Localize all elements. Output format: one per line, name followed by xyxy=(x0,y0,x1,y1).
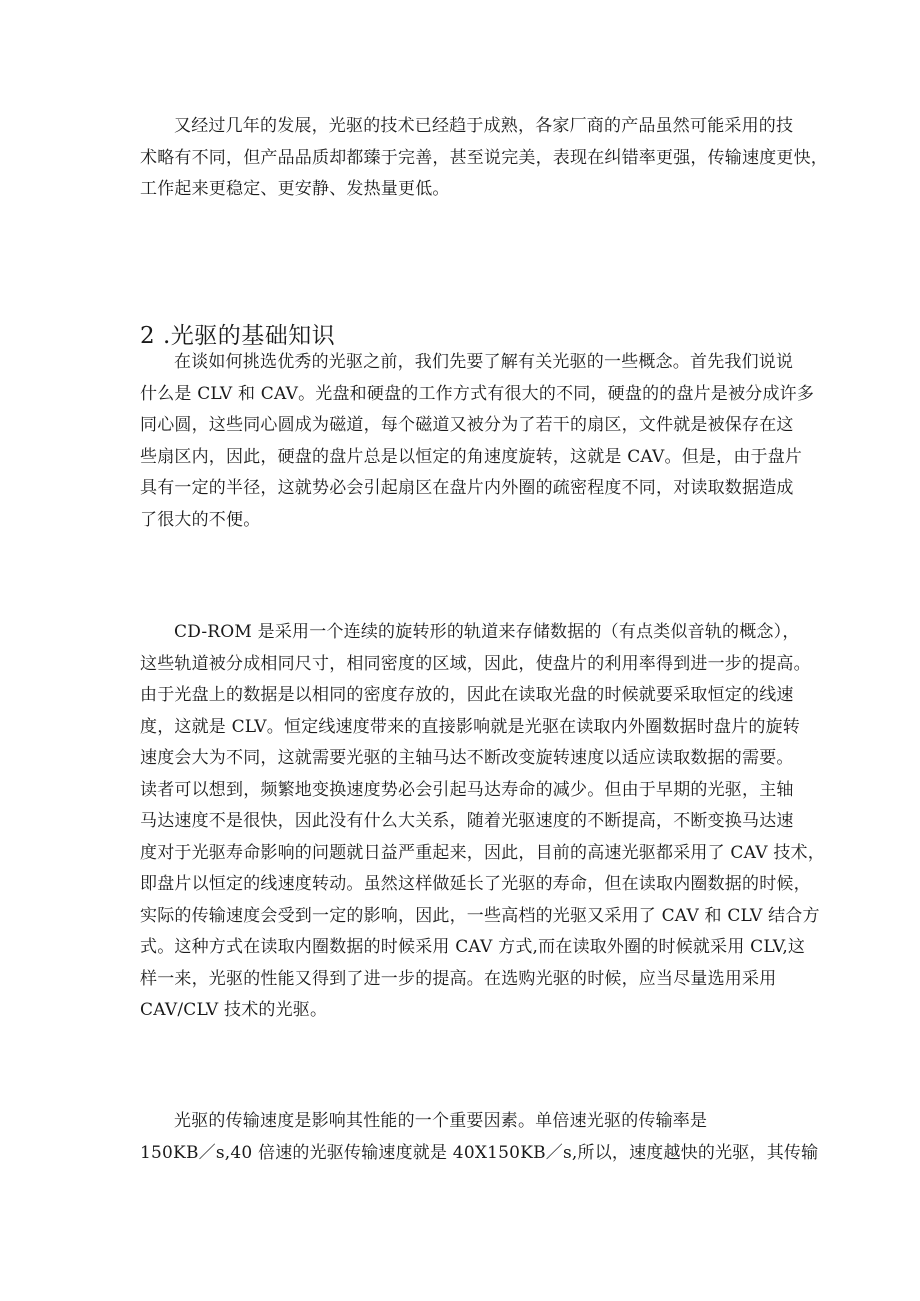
text-line: 读者可以想到，频繁地变换速度势必会引起马达寿命的减少。但由于早期的光驱，主轴 xyxy=(140,779,794,800)
text-line: 在谈如何挑选优秀的光驱之前，我们先要了解有关光驱的一些概念。首先我们说说 xyxy=(174,352,794,372)
text-line: 马达速度不是很快，因此没有什么大关系，随着光驱速度的不断提高，不断变换马达速 xyxy=(140,811,794,831)
text-line: 速度会大为不同，这就需要光驱的主轴马达不断改变旋转速度以适应读取数据的需要。 xyxy=(140,748,794,768)
body-paragraph-transfer-speed xyxy=(140,1106,819,1169)
text-line: 即盘片以恒定的线速度转动。虽然这样做延长了光驱的寿命，但在读取内圈数据的时候， xyxy=(140,874,811,894)
body-paragraph-cdrom xyxy=(140,617,825,1027)
text-line: CAV/CLV 技术的光驱。 xyxy=(140,1000,328,1020)
text-line: 实际的传输速度会受到一定的影响，因此，一些高档的光驱又采用了 CAV 和 CLV 结合方 xyxy=(140,905,820,926)
text-line: 样一来，光驱的性能又得到了进一步的提高。在选购光驱的时候，应当尽量选用采用 xyxy=(140,968,777,989)
text-line: 工作起来更稳定、更安静、发热量更低。 xyxy=(140,179,450,199)
section-heading: 2 .光驱的基础知识 xyxy=(140,323,336,349)
text-line: 度对于光驱寿命影响的问题就日益严重起来，因此，目前的高速光驱都采用了 CAV 技术， xyxy=(140,842,825,863)
text-line: 什么是 CLV 和 CAV。光盘和硬盘的工作方式有很大的不同，硬盘的的盘片是被分成许多 xyxy=(140,383,815,404)
text-line: 式。这种方式在读取内圈数据的时候采用 CAV 方式,而在读取外圈的时候就采用 CLV,这 xyxy=(140,937,806,957)
intro-paragraph xyxy=(140,111,828,206)
text-line: 同心圆，这些同心圆成为磁道，每个磁道又被分为了若干的扇区，文件就是被保存在这 xyxy=(140,415,794,435)
text-line: 术略有不同，但产品品质却都臻于完善，甚至说完美，表现在纠错率更强，传输速度更快， xyxy=(140,147,828,168)
text-line: 光驱的传输速度是影响其性能的一个重要因素。单倍速光驱的传输率是 xyxy=(174,1111,708,1131)
text-line: 度，这就是 CLV。恒定线速度带来的直接影响就是光驱在读取内外圈数据时盘片的旋转 xyxy=(140,716,800,737)
text-line: 了很大的不便。 xyxy=(140,509,261,530)
text-line: CD-ROM 是采用一个连续的旋转形的轨道来存储数据的（有点类似音轨的概念）， xyxy=(174,622,800,642)
text-line: 些扇区内，因此，硬盘的盘片总是以恒定的角速度旋转，这就是 CAV。但是，由于盘片 xyxy=(140,446,803,467)
text-line: 150KB／s,40 倍速的光驱传输速度就是 40X150KB／s,所以，速度越快的光驱，其传输 xyxy=(140,1142,819,1163)
text-line: 由于光盘上的数据是以相同的密度存放的，因此在读取光盘的时候就要采取恒定的线速 xyxy=(140,685,794,705)
text-line: 又经过几年的发展，光驱的技术已经趋于成熟，各家厂商的产品虽然可能采用的技 xyxy=(174,116,794,136)
body-paragraph-clv-cav xyxy=(140,347,815,536)
text-line: 具有一定的半径，这就势必会引起扇区在盘片内外圈的疏密程度不同，对读取数据造成 xyxy=(140,478,794,498)
text-line: 这些轨道被分成相同尺寸，相同密度的区域，因此，使盘片的利用率得到进一步的提高。 xyxy=(140,653,811,674)
